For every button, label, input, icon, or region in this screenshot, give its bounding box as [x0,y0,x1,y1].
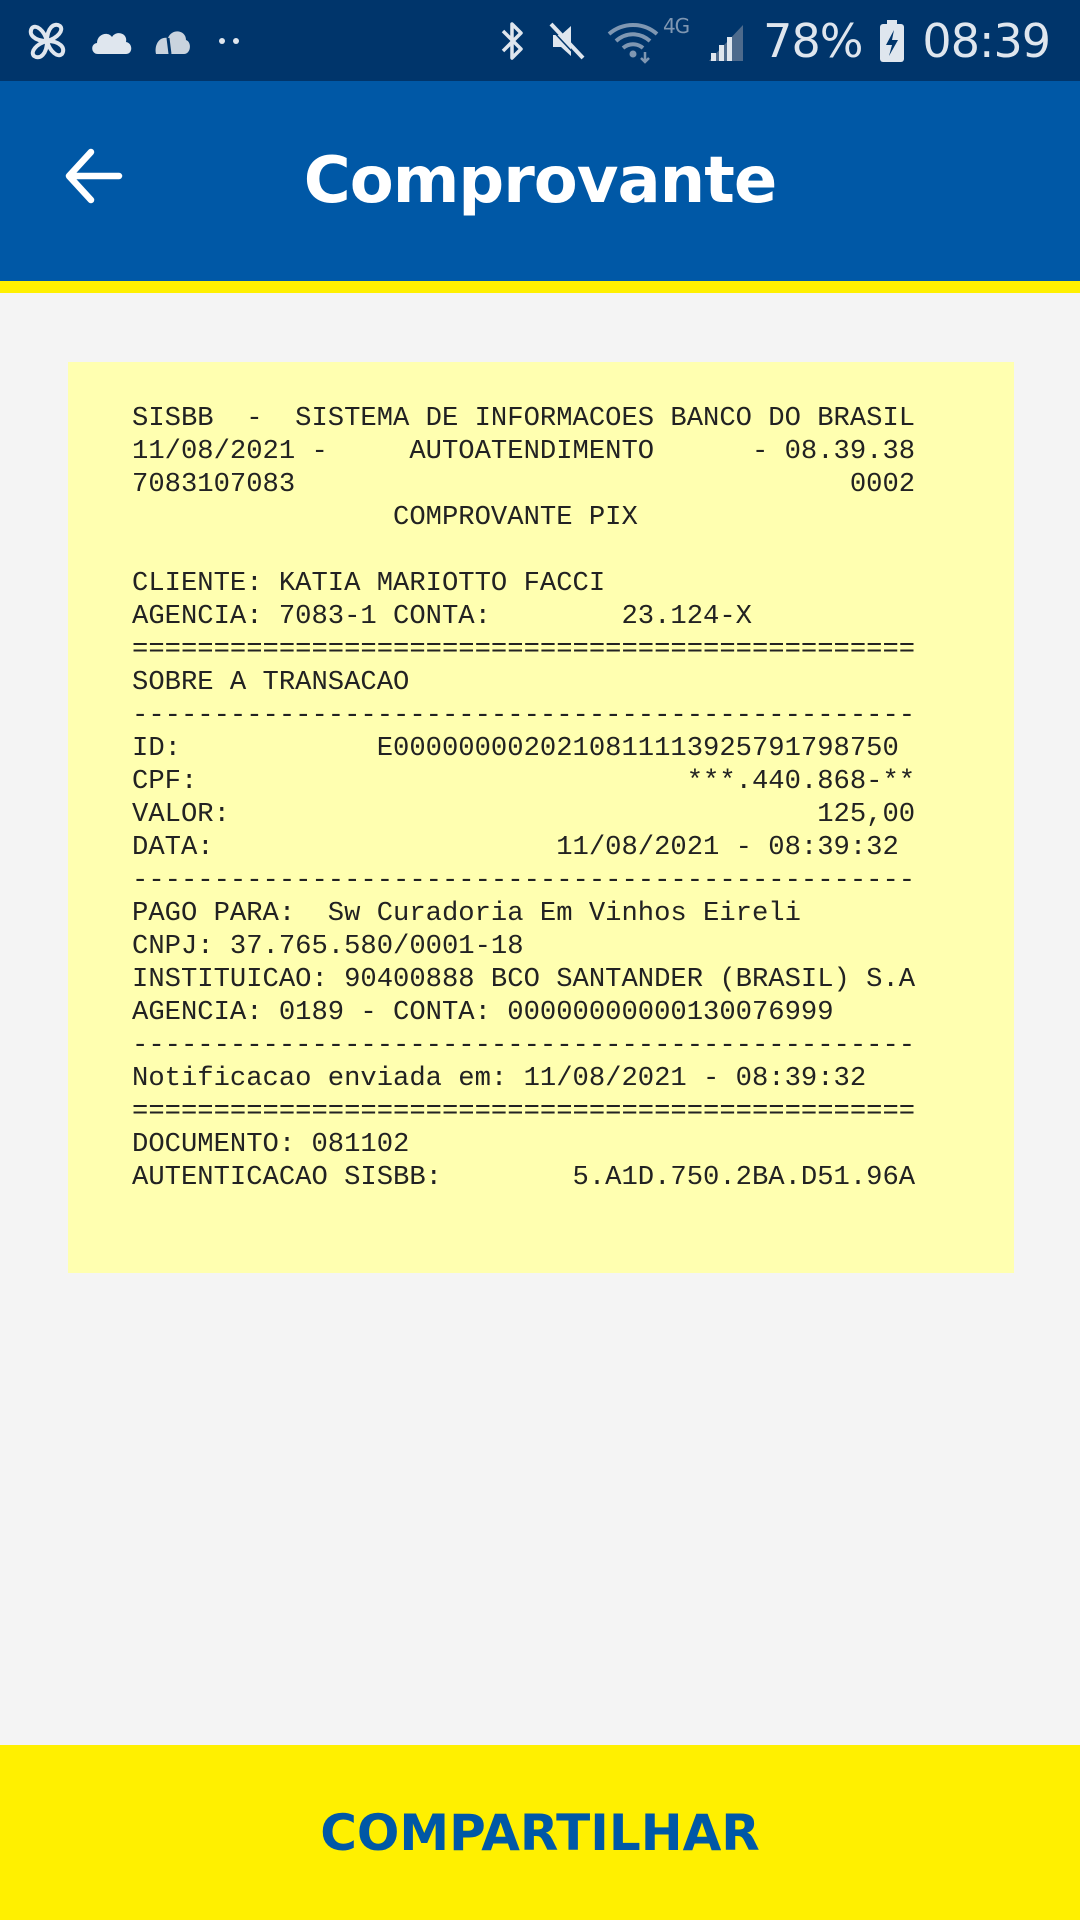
pinwheel-icon [24,18,70,64]
receipt-line: SISBB - SISTEMA DE INFORMACOES BANCO DO BRASIL [132,403,916,434]
receipt-value: VALOR: 125,00 [132,799,916,830]
network-type-label: 4G [662,14,690,38]
battery-charging-icon [878,18,906,64]
share-button-label: COMPARTILHAR [320,1803,760,1862]
receipt-divider: ------------------------------------------------ [132,700,916,731]
receipt-id: ID: E0000000020210811113925791798750 [132,733,899,764]
share-button[interactable] [0,1745,1080,1920]
status-bar-right [497,12,1050,70]
receipt-payee-account: AGENCIA: 0189 - CONTA: 00000000000130076999 [132,997,834,1028]
receipt-institution: INSTITUICAO: 90400888 BCO SANTANDER (BRASIL) S.A [132,964,916,995]
mute-icon [545,18,589,64]
receipt-date: DATA: 11/08/2021 - 08:39:32 [132,832,899,863]
status-bar [0,0,1080,81]
battery-percent: 78% [763,14,863,68]
receipt-client: CLIENTE: KATIA MARIOTTO FACCI [132,568,606,599]
page-title: Comprovante [303,144,777,218]
receipt-section-heading: SOBRE A TRANSACAO [132,667,410,698]
arrow-left-icon [63,148,123,204]
cloud-icon [88,24,134,58]
app-bar-accent-stripe [0,281,1080,293]
receipt-cpf: CPF: ***.440.868-** [132,766,916,797]
receipt-document: DOCUMENTO: 081102 [132,1129,410,1160]
bluetooth-icon [497,18,529,64]
clock: 08:39 [922,14,1050,68]
receipt-line: 7083107083 0002 [132,469,916,500]
receipt-line: 11/08/2021 - AUTOATENDIMENTO - 08.39.38 [132,436,916,467]
more-dots-icon [210,31,250,51]
wifi-icon [605,18,661,64]
receipt-payee: PAGO PARA: Sw Curadoria Em Vinhos Eireli [132,898,801,929]
receipt-card [68,362,1014,1273]
receipt-notification: Notificacao enviada em: 11/08/2021 - 08:39:32 [132,1063,867,1094]
signal-icon [705,19,747,63]
receipt-account: AGENCIA: 7083-1 CONTA: 23.124-X [132,601,752,632]
app-bar [0,81,1080,281]
receipt-authentication: AUTENTICACAO SISBB: 5.A1D.750.2BA.D51.96A [132,1162,916,1193]
cloud-partial-icon [152,24,192,58]
receipt-divider: ------------------------------------------------ [132,1030,916,1061]
receipt-line [132,534,1014,567]
back-button[interactable] [58,141,128,211]
receipt-divider: ================================================ [132,1096,916,1127]
receipt-cnpj: CNPJ: 37.765.580/0001-18 [132,931,524,962]
receipt-divider: ================================================ [132,634,916,665]
receipt-title: COMPROVANTE PIX [132,502,638,533]
status-bar-left [24,18,250,64]
receipt-divider: ------------------------------------------------ [132,865,916,896]
